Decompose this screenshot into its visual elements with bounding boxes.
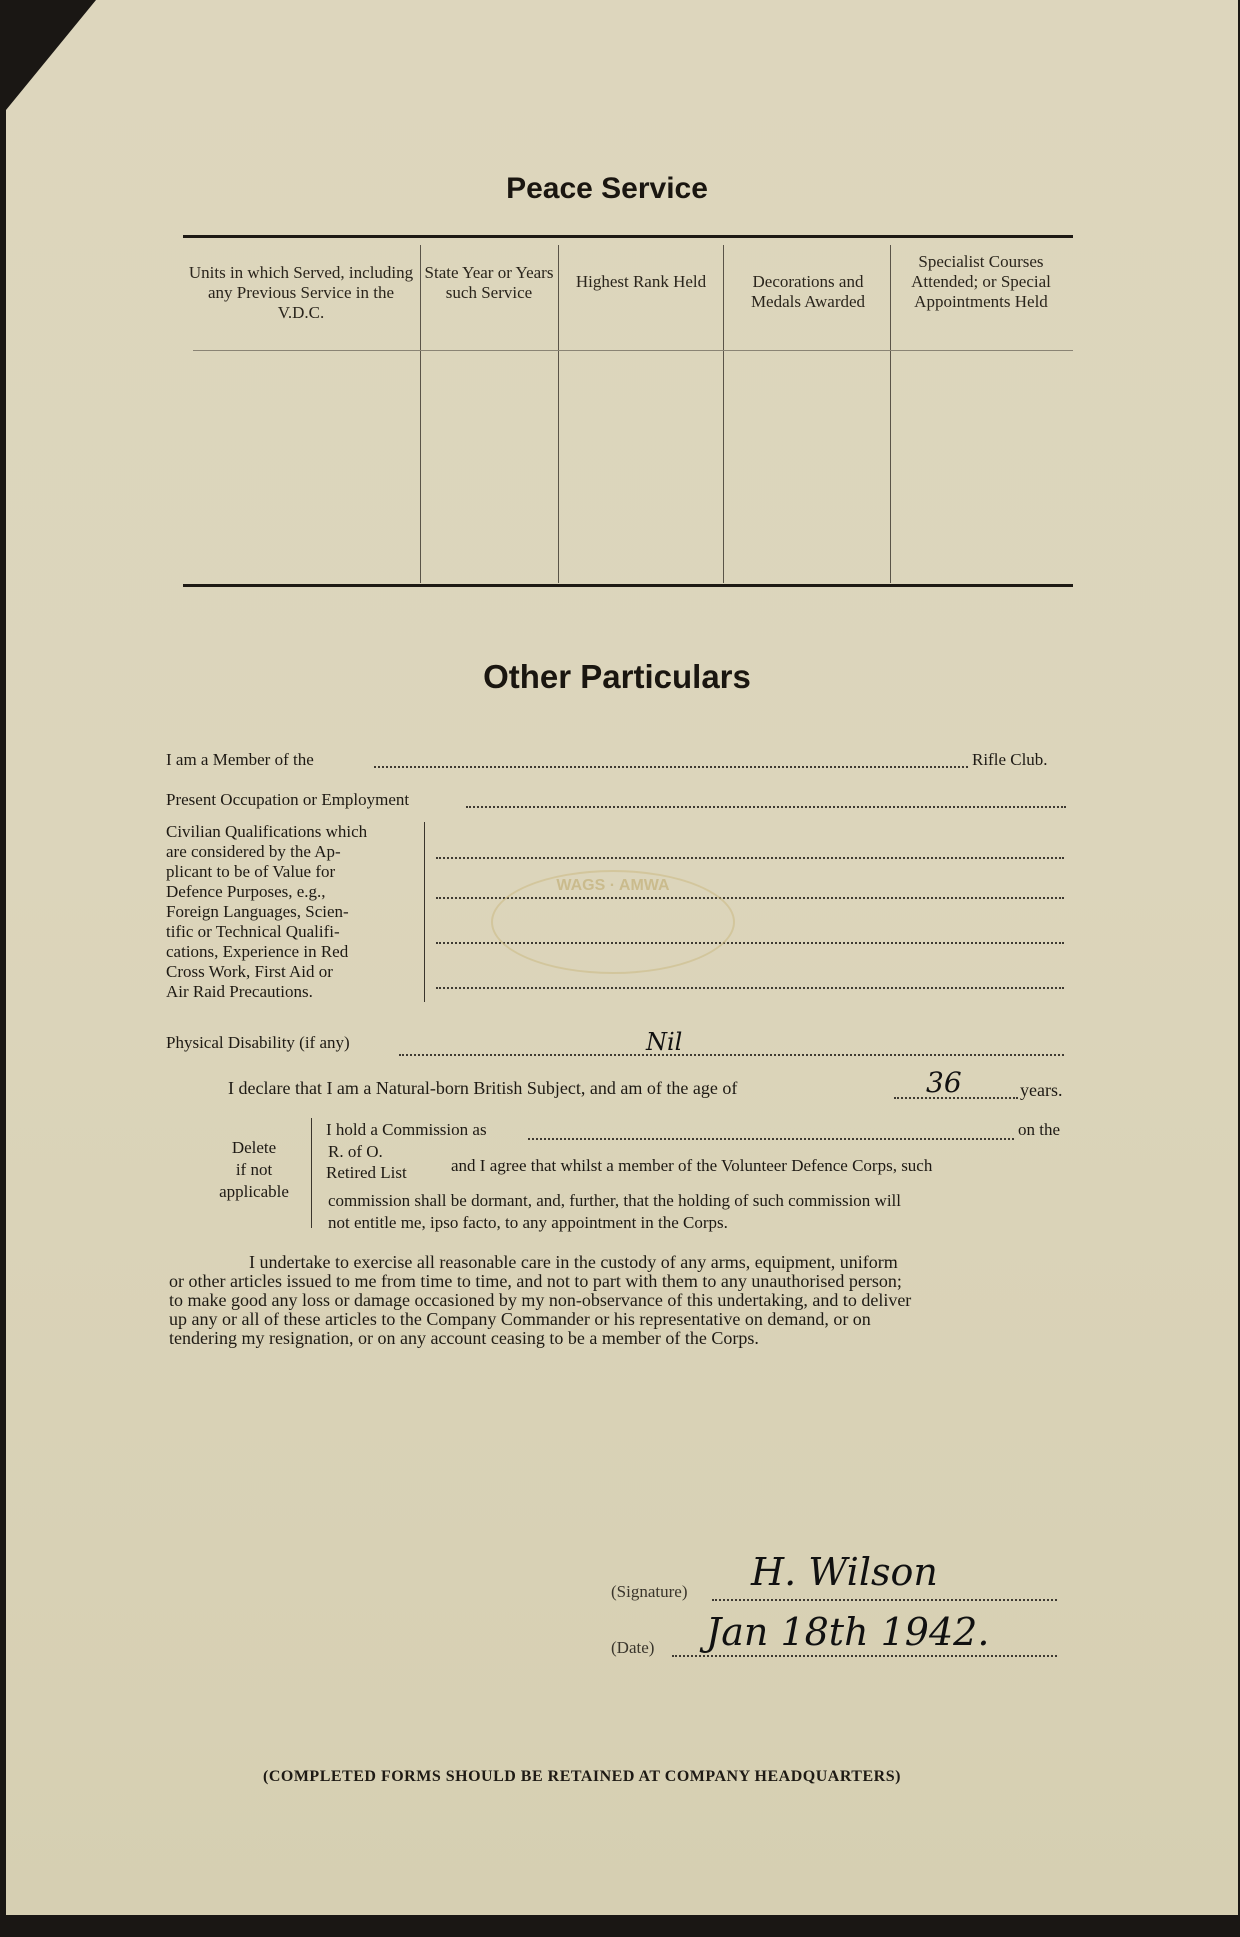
delete-label-3: applicable: [219, 1182, 289, 1201]
occupation-field[interactable]: [466, 806, 1066, 808]
rifle-club-suffix: Rifle Club.: [972, 750, 1048, 769]
disability-label: Physical Disability (if any): [166, 1033, 350, 1052]
col-header-specialist: Specialist Courses Attended; or Special Appointments Held: [911, 252, 1051, 311]
delete-label-2: if not: [235, 1160, 273, 1179]
declaration-text: I declare that I am a Natural-born British Subject, and am of the age of: [228, 1078, 738, 1098]
watermark-stamp: WAGS · AMWA: [491, 870, 735, 974]
occupation-label: Present Occupation or Employment: [166, 790, 410, 809]
civilian-field-line-1[interactable]: [436, 857, 1064, 859]
commission-entitle-text: not entitle me, ipso facto, to any appointment in the Corps.: [328, 1213, 728, 1232]
signature-value: H. Wilson: [751, 1550, 938, 1594]
commission-brace: [311, 1118, 316, 1228]
col-header-rank: Highest Rank Held: [575, 272, 707, 291]
commission-suffix: on the: [1018, 1120, 1061, 1139]
disability-value: Nil: [646, 1028, 683, 1056]
commission-prefix: I hold a Commission as: [326, 1120, 487, 1139]
rifle-club-label: I am a Member of the: [166, 750, 314, 769]
col-header-years: State Year or Years such Service: [424, 263, 554, 302]
date-value: Jan 18th 1942.: [706, 1610, 990, 1654]
r-of-o-label: R. of O.: [328, 1142, 383, 1161]
peace-service-title: Peace Service: [506, 172, 708, 205]
col-divider-4: [890, 245, 891, 583]
signature-label: (Signature): [611, 1582, 688, 1601]
col-header-units: Units in which Served, including any Previous Service in the V.D.C.: [188, 263, 414, 322]
brace: [424, 822, 429, 1002]
age-value: 36: [926, 1066, 962, 1099]
torn-corner: [6, 0, 96, 110]
rifle-club-field[interactable]: [374, 766, 968, 768]
disability-field[interactable]: [399, 1054, 1064, 1056]
header-underline: [193, 350, 1073, 351]
form-page: Peace Service Units in which Served, including any Previous Service in the V.D.C. State Year or Years such Service Highest Rank Held Decorations and Medals Awarded Specialist Courses Attended; or Special Appointments Held Other Particulars I am a Member of the Rifle Club. Present Occupation or Employment Civilian Qualifications which are considered by the Ap- plicant to be of Value for Defence Purposes, e.g., Foreign Languages, Scien- tific or Technical Qualifi- cations, Experience in Red Cross Work, First Aid or Air Raid Precautions. WAGS · AMWA Physical Disability (if any) Nil I declare that I am a Natural-born British Subject, and am of the age of 36 years. Delete if not applicable I hold a Commission as on the R. of O. Retired List and I agree that whilst a member of the Volunteer Defence Corps, such commission shall be dormant, and, further, that the holding of such commission will not entitle me, ipso facto, to any appointment in the Corps. I undertake to exercise all reasonable care in the custody of any arms, equipment, uniform or other articles issued to me from time to time, and not to part with them to any unauthorised person; to make good any loss or damage occasioned by my non-observance of this undertaking, and to deliver up any or all of these articles to the Company Commander or his representative on demand, or on tendering my resignation, or on any account ceasing to be a member of the Corps. (Signature) H. Wilson (Date) Jan 18th 1942. (COMPLETED FORMS SHOULD BE RETAINED AT COMPANY HEADQUARTERS): [6, 0, 1238, 1915]
commission-dormant-text: commission shall be dormant, and, further, that the holding of such commission will: [328, 1191, 901, 1210]
table-bottom-rule: [183, 584, 1073, 587]
footer-note: (COMPLETED FORMS SHOULD BE RETAINED AT COMPANY HEADQUARTERS): [263, 1768, 901, 1785]
col-header-decorations: Decorations and Medals Awarded: [750, 272, 866, 311]
years-label: years.: [1020, 1080, 1063, 1100]
commission-field[interactable]: [528, 1138, 1014, 1140]
civilian-field-line-4[interactable]: [436, 987, 1064, 989]
table-top-rule: [183, 235, 1073, 238]
col-divider-1: [420, 245, 421, 583]
signature-field[interactable]: [712, 1599, 1057, 1601]
date-label: (Date): [611, 1638, 655, 1657]
other-particulars-title: Other Particulars: [483, 658, 751, 695]
date-field[interactable]: [672, 1655, 1057, 1657]
retired-list-label: Retired List: [326, 1163, 407, 1182]
commission-agree-text: and I agree that whilst a member of the Volunteer Defence Corps, such: [451, 1156, 933, 1175]
col-divider-3: [723, 245, 724, 583]
delete-label-1: Delete: [231, 1138, 277, 1157]
col-divider-2: [558, 245, 559, 583]
